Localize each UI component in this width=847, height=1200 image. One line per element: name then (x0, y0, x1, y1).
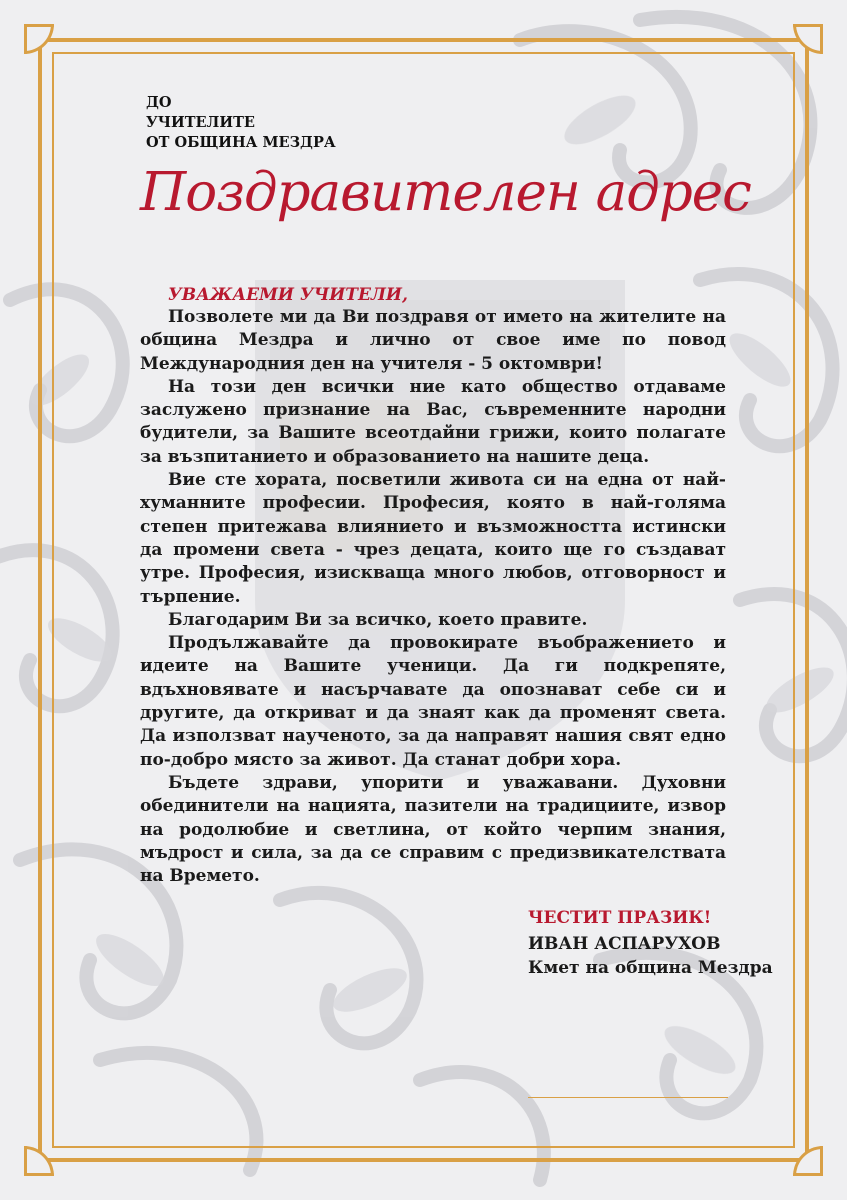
addressee-line: ОТ ОБЩИНА МЕЗДРА (146, 134, 336, 151)
addressee-line: УЧИТЕЛИТЕ (146, 114, 255, 131)
signer-name: ИВАН АСПАРУХОВ (528, 934, 721, 954)
signature-line (528, 1097, 728, 1098)
salutation: УВАЖАЕМИ УЧИТЕЛИ, (168, 285, 408, 305)
signature-block (528, 932, 773, 980)
addressee-line: ДО (146, 94, 172, 111)
body-paragraph: Позволете ми да Ви поздравя от името на жителите на община Мездра и лично от свое име по повод Международния ден на учителя - 5 октомври! (140, 307, 726, 374)
body-paragraph: Вие сте хората, посветили живота си на една от най-хуманните професии. Професия, която в най-голяма степен притежава влиянието и възможността истински да промени света - чрез децата, които ще го създават утре. Професия, изискваща много любов, отговорност и търпение. (140, 470, 726, 607)
body-paragraph: Благодарим Ви за всичко, което правите. (168, 609, 588, 630)
addressee-block (146, 93, 336, 153)
holiday-greeting: ЧЕСТИТ ПРАЗИК! (528, 908, 712, 928)
letter-body (140, 306, 726, 888)
body-paragraph: На този ден всички ние като общество отдаваме заслужено признание на Вас, съвременните народни будители, за Вашите всеотдайни грижи, които полагате за възпитанието и образованието на нашите деца. (140, 376, 726, 467)
body-paragraph: Продължавайте да провокирате въображението и идеите на Вашите ученици. Да ги подкрепяте, вдъхновявате и насърчавате да опознават себе си и другите, да откриват и да знаят как да променят света. Да използват наученото, за да направят нашия свят едно по-добро място за живот. Да станат добри хора. (140, 633, 726, 770)
document-title: Поздравителен адрес (140, 162, 751, 223)
body-paragraph: Бъдете здрави, упорити и уважавани. Духовни обединители на нацията, пазители на традициите, извор на родолюбие и светлина, от който черпим знания, мъдрост и сила, за да се справим с предизвикателствата на Времето. (140, 772, 726, 887)
signer-position: Кмет на община Мездра (528, 958, 773, 978)
